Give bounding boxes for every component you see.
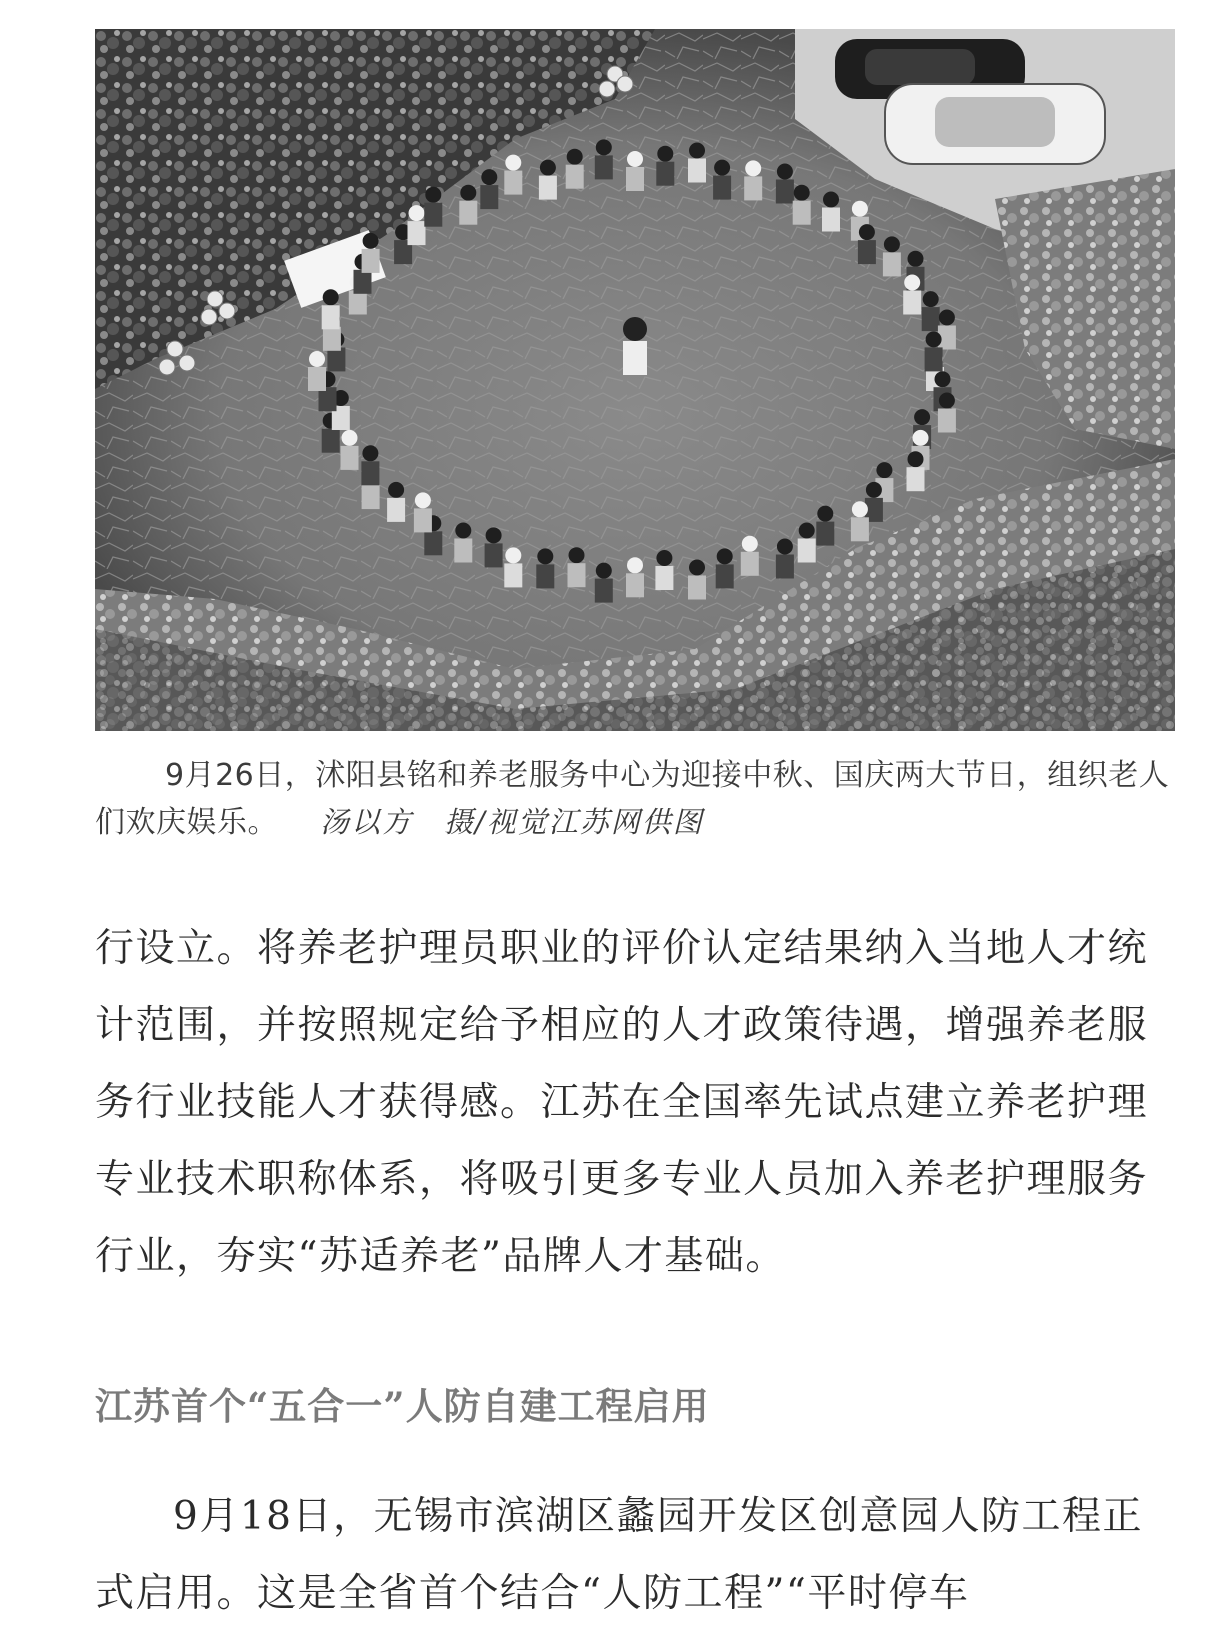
article-paragraph: 9月18日，无锡市滨湖区蠡园开发区创意园人防工程正式启用。这是全省首个结合“人防工程”“平时停车	[95, 1494, 1143, 1616]
car-white	[885, 84, 1105, 164]
news-photo	[95, 29, 1175, 731]
photo-caption	[95, 752, 1180, 846]
article-paragraph: 行设立。将养老护理员职业的评价认定结果纳入当地人才统计范围，并按照规定给予相应的人才政策待遇，增强养老服务行业技能人才获得感。江苏在全国率先试点建立养老护理专业技术职称体系，将吸引更多专业人员加入养老护理服务行业，夯实“苏适养老”品牌人才基础。	[95, 926, 1149, 1279]
section-heading: 江苏首个“五合一”人防自建工程启用	[95, 1384, 710, 1428]
photo-credit: 汤以方 摄/视觉江苏网供图	[320, 805, 704, 839]
caption-text: 9月26日，沭阳县铭和养老服务中心为迎接中秋、国庆两大节日，组织老人们欢庆娱乐。	[95, 758, 1170, 840]
photo-image	[95, 29, 1175, 731]
